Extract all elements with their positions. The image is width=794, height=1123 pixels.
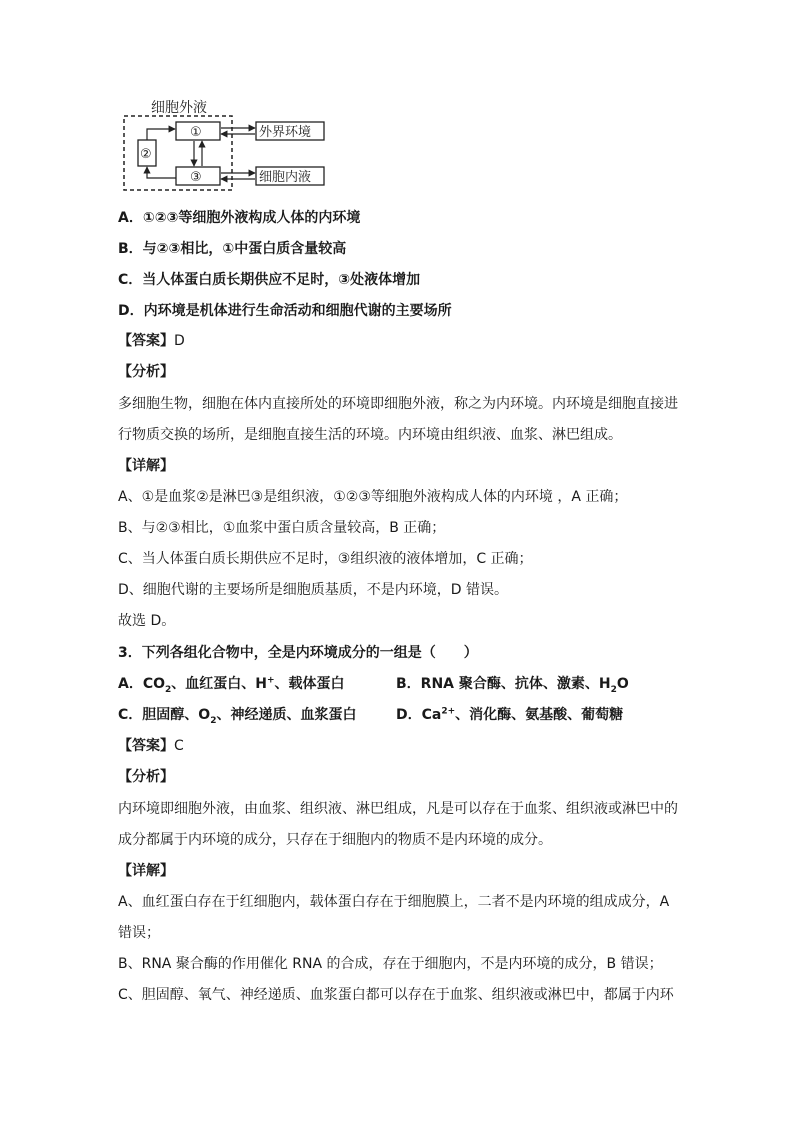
q2-option-d: D．内环境是机体进行生命活动和细胞代谢的主要场所 bbox=[118, 303, 452, 319]
q3-detail-line-4: C、胆固醇、氧气、神经递质、血浆蛋白都可以存在于血浆、组织液或淋巴中，都属于内环 bbox=[118, 987, 674, 1003]
q3-analysis-label: 【分析】 bbox=[118, 769, 174, 785]
q2-detail-line-4: D、细胞代谢的主要场所是细胞质基质，不是内环境，D 错误。 bbox=[118, 582, 509, 598]
diagram-title: 细胞外液 bbox=[151, 100, 207, 116]
q2-analysis-line-1: 多细胞生物，细胞在体内直接所处的环境即细胞外液，称之为内环境。内环境是细胞直接进 bbox=[118, 396, 678, 412]
q3-analysis-line-2: 成分都属于内环境的成分，只存在于细胞内的物质不是内环境的成分。 bbox=[118, 832, 552, 848]
q3-detail-line-2: 错误； bbox=[118, 925, 160, 941]
q2-detail-label: 【详解】 bbox=[118, 458, 174, 474]
q3-answer bbox=[118, 736, 184, 756]
q2-analysis-label: 【分析】 bbox=[118, 364, 174, 380]
q3-stem: 3．下列各组化合物中，全是内环境成分的一组是（ ） bbox=[118, 645, 478, 661]
q3-option-c: C．胆固醇、$O_2$、神经递质、血浆蛋白 bbox=[118, 707, 357, 726]
q2-answer bbox=[118, 331, 185, 351]
external-env-label: 外界环境 bbox=[259, 125, 312, 140]
q3-answer-value: C bbox=[174, 738, 184, 754]
node-3-label: ③ bbox=[190, 170, 202, 185]
q3-detail-label: 【详解】 bbox=[118, 863, 174, 879]
arrow-3-to-2 bbox=[147, 167, 176, 178]
q2-answer-value: D bbox=[174, 333, 185, 349]
arrow-2-to-1 bbox=[147, 129, 175, 140]
q2-answer-label: 【答案】 bbox=[118, 333, 174, 349]
q2-option-a: A．①②③等细胞外液构成人体的内环境 bbox=[118, 210, 361, 226]
q3-option-a: A．$CO_2$、血红蛋白、H+、载体蛋白 bbox=[118, 675, 345, 695]
q2-option-b: B．与②③相比，①中蛋白质含量较高 bbox=[118, 241, 347, 257]
q3-option-d: D．$Ca^{2+}$、消化酶、氨基酸、葡萄糖 bbox=[396, 706, 624, 723]
intracellular-label: 细胞内液 bbox=[259, 170, 312, 185]
q2-analysis-line-2: 行物质交换的场所，是细胞直接生活的环境。内环境由组织液、血浆、淋巴组成。 bbox=[118, 427, 622, 443]
q3-detail-line-1: A、血红蛋白存在于红细胞内，载体蛋白存在于细胞膜上，二者不是内环境的组成成分，A bbox=[118, 894, 670, 910]
q3-detail-line-3: B、RNA 聚合酶的作用催化 RNA 的合成，存在于细胞内，不是内环境的成分，B 错误； bbox=[118, 956, 663, 972]
body-fluid-diagram bbox=[118, 96, 338, 192]
q2-detail-line-3: C、当人体蛋白质长期供应不足时，③组织液的液体增加，C 正确； bbox=[118, 551, 533, 567]
node-1-label: ① bbox=[190, 125, 202, 140]
node-2-label: ② bbox=[140, 147, 152, 162]
q3-analysis-line-1: 内环境即细胞外液，由血浆、组织液、淋巴组成，凡是可以存在于血浆、组织液或淋巴中的 bbox=[118, 801, 678, 817]
q2-detail-line-2: B、与②③相比，①血浆中蛋白质含量较高，B 正确； bbox=[118, 520, 446, 536]
q2-option-c: C．当人体蛋白质长期供应不足时，③处液体增加 bbox=[118, 272, 421, 288]
q2-detail-line-1: A、①是血浆②是淋巴③是组织液，①②③等细胞外液构成人体的内环境 ，A 正确； bbox=[118, 489, 628, 505]
q3-option-b: B．RNA 聚合酶、抗体、激素、$H_2O$ bbox=[396, 676, 629, 695]
q3-answer-label: 【答案】 bbox=[118, 738, 174, 754]
q2-conclusion: 故选 D。 bbox=[118, 613, 176, 629]
